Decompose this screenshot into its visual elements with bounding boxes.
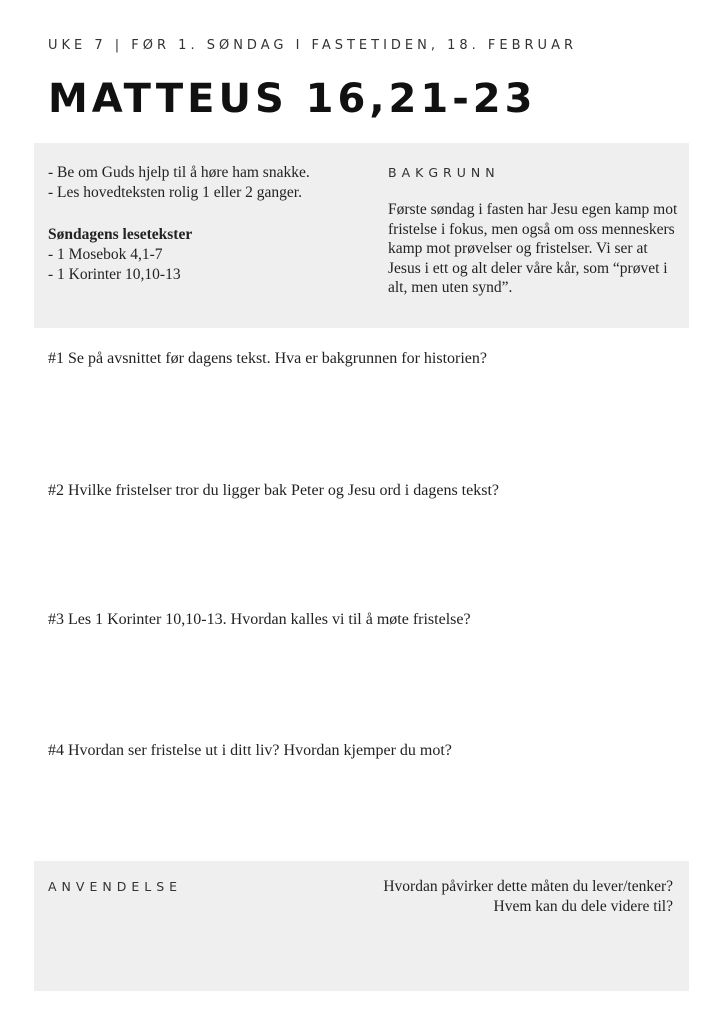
question-4: #4 Hvordan ser fristelse ut i ditt liv? Hvordan kjemper du mot? bbox=[48, 742, 452, 759]
application-question: Hvordan påvirker dette måten du lever/tenker? bbox=[383, 878, 673, 895]
question-3: #3 Les 1 Korinter 10,10-13. Hvordan kalles vi til å møte fristelse? bbox=[48, 611, 471, 628]
instruction-line: - Be om Guds hjelp til å høre ham snakke. bbox=[48, 164, 310, 181]
intro-instructions bbox=[48, 163, 368, 285]
application-box bbox=[34, 861, 689, 991]
reading-line: - 1 Korinter 10,10-13 bbox=[48, 266, 181, 283]
application-questions bbox=[383, 877, 673, 917]
question-1: #1 Se på avsnittet før dagens tekst. Hva er bakgrunnen for historien? bbox=[48, 350, 487, 367]
application-question: Hvem kan du dele videre til? bbox=[493, 898, 673, 915]
intro-box bbox=[34, 143, 689, 328]
application-label: ANVENDELSE bbox=[48, 879, 183, 894]
page-kicker: UKE 7 | FØR 1. SØNDAG I FASTETIDEN, 18. FEBRUAR bbox=[48, 38, 578, 53]
background-section bbox=[388, 165, 678, 298]
page-title: MATTEUS 16,21-23 bbox=[48, 76, 537, 122]
readings-heading: Søndagens lesetekster bbox=[48, 226, 193, 243]
instruction-line: - Les hovedteksten rolig 1 eller 2 ganger. bbox=[48, 184, 302, 201]
reading-line: - 1 Mosebok 4,1-7 bbox=[48, 246, 163, 263]
question-2: #2 Hvilke fristelser tror du ligger bak Peter og Jesu ord i dagens tekst? bbox=[48, 482, 499, 499]
background-text: Første søndag i fasten har Jesu egen kamp mot fristelse i fokus, men også om oss menneskers kamp mot prøvelser og fristelser. Vi ser at Jesus i ett og alt deler våre kår, som “prøvet i alt, men uten synd”. bbox=[388, 201, 678, 296]
background-label: BAKGRUNN bbox=[388, 165, 500, 180]
